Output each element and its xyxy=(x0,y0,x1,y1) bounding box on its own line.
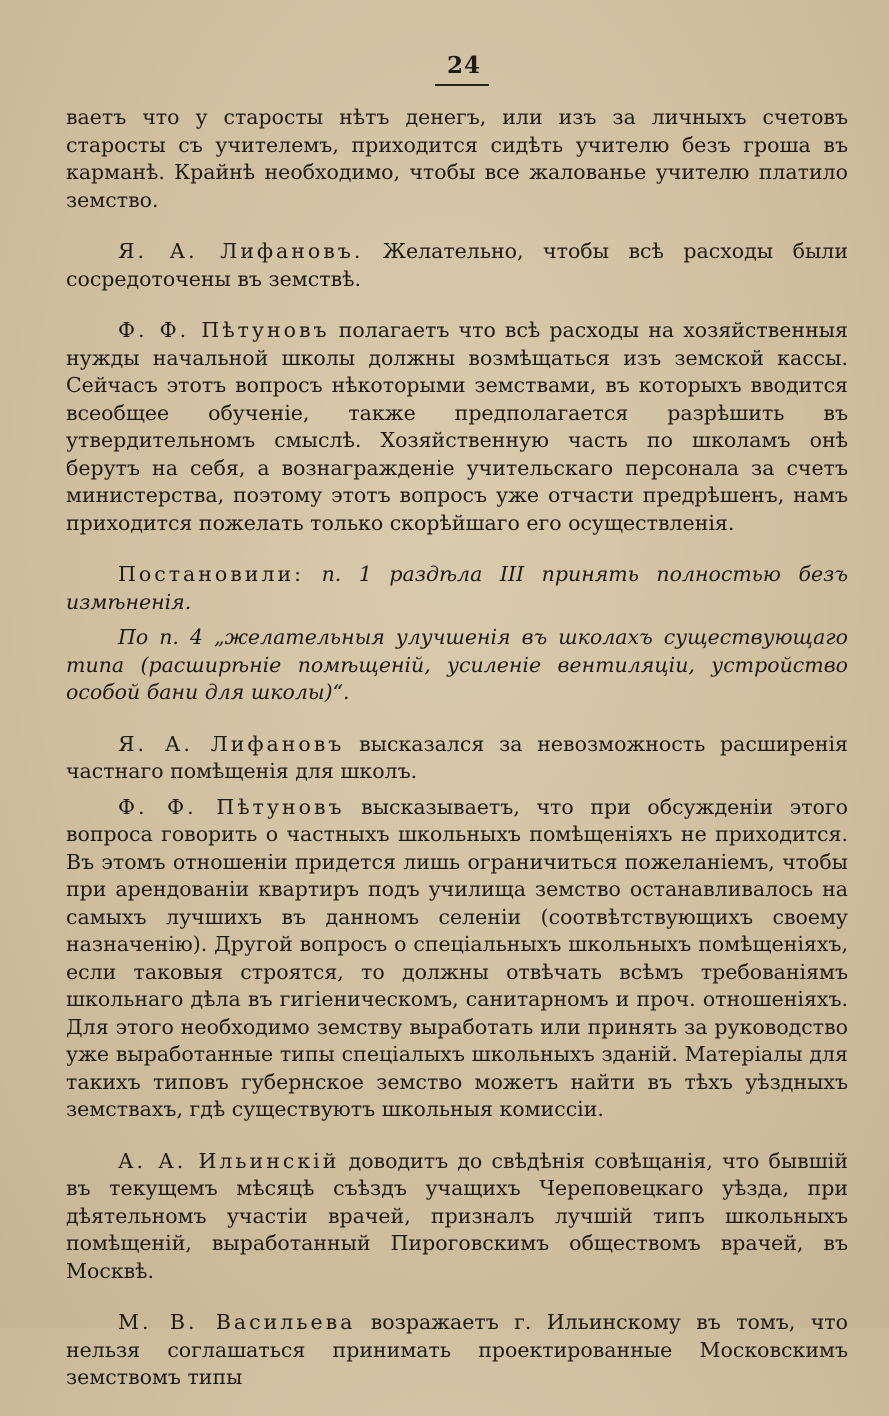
document-page xyxy=(66,52,848,1389)
paragraph-resolution xyxy=(66,561,848,616)
body-text xyxy=(66,104,848,1416)
paragraph-vasilyeva xyxy=(66,1309,848,1392)
speaker-name: Я. А. Лифановъ xyxy=(118,731,345,756)
speaker-name: М. В. Васильева xyxy=(118,1310,356,1334)
paragraph-text: полагаетъ что всѣ расходы на хозяйственныя нужды начальной школы должны возмѣщаться изъ земской кассы. Сейчасъ этотъ вопросъ нѣкоторыми земствами, въ которыхъ вводится всеобщее обученіе, также предполагается разрѣшить въ утвердительномъ смыслѣ. Хозяйственную часть по школамъ онѣ берутъ на себя, а вознагражденіе учительскаго персонала за счетъ министерства, поэтому этотъ вопросъ уже отчасти предрѣшенъ, намъ приходится пожелать только скорѣйшаго его осуществленія. xyxy=(66,318,848,535)
speaker-name: Ф. Ф. Пѣтуновъ xyxy=(118,318,330,342)
page-number-rule xyxy=(435,84,489,86)
paragraph-lifanov-2 xyxy=(66,731,848,786)
page-number: 24 xyxy=(446,52,481,79)
paragraph-text: ваетъ что у старосты нѣтъ денегъ, или изъ за личныхъ счетовъ старосты съ учителемъ, приходится сидѣть учителю безъ гроша въ карманѣ. Крайнѣ необходимо, чтобы все жалованье учителю платило земство. xyxy=(66,105,848,212)
paragraph-text: высказался за невозможность расширенія частнаго помѣщенія для школъ. xyxy=(66,731,848,783)
paragraph-item-4 xyxy=(66,624,848,707)
speaker-name: Ф. Ф. Пѣтуновъ xyxy=(118,794,345,819)
paragraph-text: По п. 4 „желательныя улучшенія въ школахъ существующаго типа (расширѣніе помѣщеній, усиленіе вентиляціи, устройство особой бани для школы)“. xyxy=(66,625,848,704)
paragraph-text: Желательно, чтобы всѣ расходы были сосредоточены въ земствѣ. xyxy=(66,239,848,291)
paragraph-continuation xyxy=(66,104,848,214)
resolution-label: Постановили: xyxy=(118,562,305,586)
paragraph-petunov-2 xyxy=(66,794,848,1124)
paragraph-ilyinsky xyxy=(66,1148,848,1286)
resolution-text: п. 1 раздѣла III принять полностью безъ измѣненія. xyxy=(66,562,848,614)
speaker-name: А. А. Ильинскій xyxy=(118,1148,340,1173)
paragraph-text: возражаетъ г. Ильинскому въ томъ, что нельзя соглашаться принимать проектированные Московскимъ земствомъ типы xyxy=(66,1310,848,1389)
paragraph-lifanov-1 xyxy=(66,238,848,293)
paragraph-text: высказываетъ, что при обсужденіи этого вопроса говорить о частныхъ школьныхъ помѣщеніяхъ не приходится. Въ этомъ отношеніи придется лишь ограничиться пожеланіемъ, чтобы при арендованіи квартиръ подъ училища земство останавливалось на самыхъ лучшихъ въ данномъ селеніи (соотвѣтствующихъ своему назначенію). Другой вопросъ о спеціальныхъ школьныхъ помѣщеніяхъ, если таковыя строятся, то должны отвѣчать всѣмъ требованіямъ школьнаго дѣла въ гигіеническомъ, санитарномъ и проч. отношеніяхъ. Для этого необходимо земству выработать или принять за руководство уже выработанные типы спеціалыхъ школьныхъ зданій. Матеріалы для такихъ типовъ губернское земство можетъ найти въ тѣхъ уѣздныхъ земствахъ, гдѣ существуютъ школьныя комиссіи. xyxy=(66,794,848,1121)
paragraph-petunov-1 xyxy=(66,317,848,537)
paragraph-text: доводитъ до свѣдѣнія совѣщанія, что бывшій въ текущемъ мѣсяцѣ съѣздъ учащихъ Череповецкаго уѣзда, при дѣятельномъ участіи врачей, призналъ лучшій типъ школьныхъ помѣщеній, выработанный Пироговскимъ обществомъ врачей, въ Москвѣ. xyxy=(66,1148,848,1283)
speaker-name: Я. А. Лифановъ. xyxy=(118,239,364,263)
